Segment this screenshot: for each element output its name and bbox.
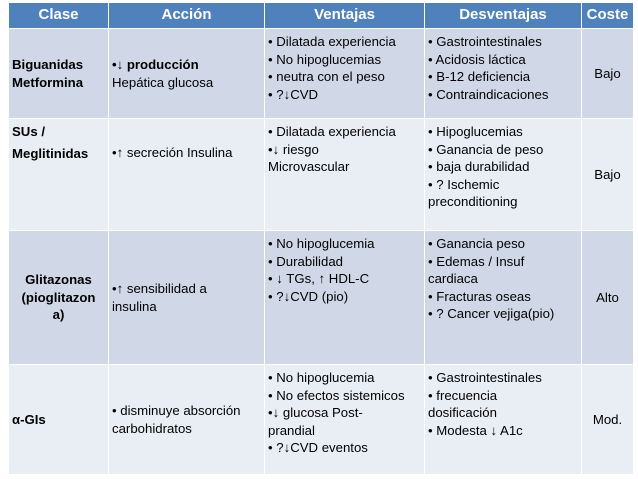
header-coste: Coste [582, 3, 634, 29]
row-2-clase-line: Meglitinidas [12, 145, 89, 161]
row-3-desventajas-line: • Ganancia peso [428, 236, 525, 251]
row-3-ventajas-line: • No hipoglucemia [268, 236, 375, 251]
row-3-ventajas-line: • Durabilidad [268, 253, 343, 269]
row-2-clase-line: SUs / [12, 124, 45, 139]
row-1-clase [9, 29, 109, 119]
row-4-ventajas-line: •↓ glucosa Post- [268, 405, 363, 420]
header-desventajas: Desventajas [425, 3, 582, 29]
row-4-ventajas-line: • No hipoglucemia [268, 370, 375, 385]
header-ventajas: Ventajas [265, 3, 425, 29]
row-3-desventajas-line: • Edemas / Insuf [428, 253, 525, 269]
row-1-ventajas [265, 29, 425, 119]
row-3-clase-line: (pioglitazon [21, 289, 96, 305]
row-1-ventajas-line: • ?↓CVD [268, 86, 319, 102]
row-4-clase-line: α-GIs [12, 411, 46, 427]
row-4-accion [109, 365, 265, 475]
row-3-ventajas-line: • ↓ TGs, ↑ HDL-C [268, 271, 370, 286]
row-2-desventajas [425, 119, 582, 231]
row-2-desventajas-line: • Hipoglucemias [428, 124, 523, 139]
row-4-coste: Mod. [582, 365, 634, 475]
row-3-accion [109, 231, 265, 365]
row-3-desventajas [425, 231, 582, 365]
row-4-ventajas-line: prandial [268, 422, 315, 438]
header-accion: Acción [109, 3, 265, 29]
row-3-accion-line: insulina [112, 298, 157, 314]
row-4-desventajas-line: dosificación [428, 405, 497, 420]
row-4-ventajas [265, 365, 425, 475]
row-4-ventajas-line: • ?↓CVD eventos [268, 440, 368, 455]
row-1-accion-line: Hepática glucosa [112, 74, 214, 90]
row-1-ventajas-line: • No hipoglucemias [268, 51, 382, 67]
row-4-ventajas-line: • No efectos sistemicos [268, 387, 405, 403]
row-1-clase-line: Metformina [12, 74, 84, 90]
row-2-coste: Bajo [582, 119, 634, 231]
row-3-desventajas-line: • Fracturas oseas [428, 288, 531, 304]
row-2-desventajas-line: • baja durabilidad [428, 159, 530, 174]
row-2-accion-line: •↑ secreción Insulina [112, 145, 233, 160]
row-1-desventajas-line: • B-12 deficiencia [428, 69, 531, 84]
row-2-accion [109, 119, 265, 231]
row-1-desventajas-line: • Gastrointestinales [428, 34, 542, 49]
row-3-clase [9, 231, 109, 365]
row-3-desventajas-line: cardiaca [428, 271, 478, 286]
row-3-ventajas-line: • ?↓CVD (pio) [268, 288, 349, 304]
row-4-desventajas-line: • frecuencia [428, 387, 498, 403]
row-2-ventajas-line: • Dilatada experiencia [268, 124, 396, 139]
row-1-desventajas [425, 29, 582, 119]
row-2-ventajas-line: •↓ riesgo [268, 141, 319, 157]
row-1-accion-line: •↓ producción [112, 57, 199, 72]
row-1-ventajas-line: • Dilatada experiencia [268, 34, 396, 49]
row-3-coste: Alto [582, 231, 634, 365]
row-3-desventajas-line: • ? Cancer vejiga(pio) [428, 306, 555, 321]
row-1-desventajas-line: • Acidosis láctica [428, 51, 526, 67]
header-clase: Clase [9, 3, 109, 29]
row-1-desventajas-line: • Contraindicaciones [428, 86, 549, 102]
row-4-desventajas [425, 365, 582, 475]
row-1-accion [109, 29, 265, 119]
row-2-desventajas-line: • Ganancia de peso [428, 141, 544, 157]
row-2-ventajas-line: Microvascular [268, 159, 350, 174]
row-3-clase-line: a) [52, 307, 65, 323]
drug-comparison-table [9, 3, 634, 475]
row-4-desventajas-line: • Modesta ↓ A1c [428, 422, 523, 438]
row-1-ventajas-line: • neutra con el peso [268, 69, 385, 84]
row-4-clase [9, 365, 109, 475]
row-1-clase-line: Biguanidas [12, 57, 84, 72]
row-2-desventajas-line: preconditioning [428, 194, 518, 209]
row-3-accion-line: •↑ sensibilidad a [112, 281, 207, 296]
row-2-ventajas [265, 119, 425, 231]
row-2-clase [9, 119, 109, 231]
row-4-accion-line: • disminuye absorción [112, 403, 241, 418]
row-1-coste: Bajo [582, 29, 634, 119]
row-4-desventajas-line: • Gastrointestinales [428, 370, 542, 385]
row-3-ventajas [265, 231, 425, 365]
row-4-accion-line: carbohidratos [112, 420, 192, 436]
row-2-desventajas-line: • ? Ischemic [428, 176, 500, 192]
row-3-clase-line: Glitazonas [25, 272, 92, 288]
